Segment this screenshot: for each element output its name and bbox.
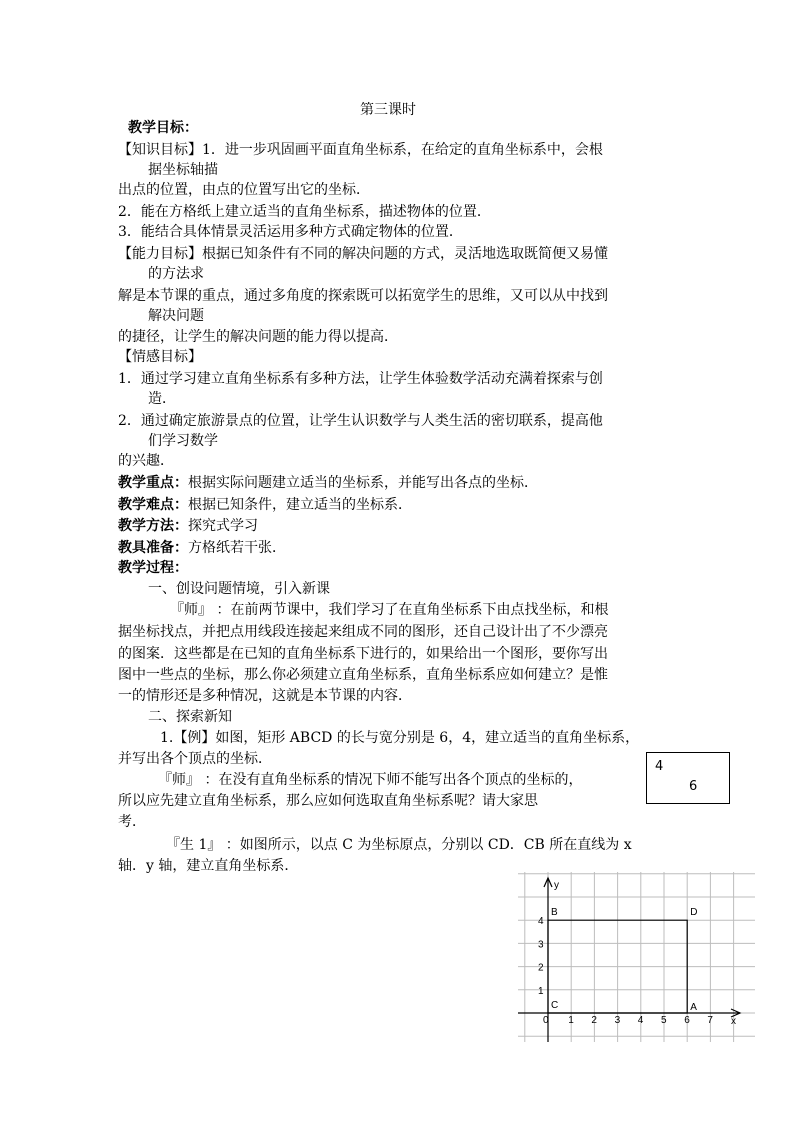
text-line: 据坐标轴描 xyxy=(148,162,218,178)
x-tick-label: 6 xyxy=(684,1015,690,1026)
text-line: 『师』 ：在前两节课中，我们学习了在直角坐标系下由点找坐标，和根 xyxy=(170,602,609,618)
text-line: 的图案．这些都是在已知的直角坐标系下进行的，如果给出一个图形，要你写出 xyxy=(118,646,608,662)
text-line: 解是本节课的重点，通过多角度的探索既可以拓宽学生的思维，又可以从中找到 xyxy=(118,288,608,304)
key-point-label: 教学重点： xyxy=(118,475,188,491)
text-line: 考． xyxy=(118,814,146,830)
text-line: 『生 1』 ：如图所示，以点 C 为坐标原点，分别以 CD．CB 所在直线为 x xyxy=(166,837,632,853)
text-line: 2．通过确定旅游景点的位置，让学生认识数学与人类生活的密切联系，提高他 xyxy=(118,413,603,429)
text-line: 一的情形还是多种情况，这就是本节课的内容． xyxy=(118,688,412,704)
method-label: 教学方法： xyxy=(118,518,188,534)
x-tick-label: 5 xyxy=(661,1015,667,1026)
x-axis-label: x xyxy=(731,1016,736,1027)
point-label-c: C xyxy=(551,1000,559,1011)
method-text: 探究式学习 xyxy=(188,518,258,534)
grid-lines xyxy=(518,872,755,1042)
y-tick-label: 4 xyxy=(538,916,544,928)
text-line: 的兴趣． xyxy=(118,453,174,469)
x-tick-label: 4 xyxy=(637,1015,644,1026)
materials-text: 方格纸若干张． xyxy=(188,540,286,556)
y-tick-label: 3 xyxy=(538,939,544,951)
text-line: 所以应先建立直角坐标系，那么应如何选取直角坐标系呢？请大家思 xyxy=(118,793,538,809)
x-tick-label: 1 xyxy=(568,1015,574,1026)
page-title: 第三课时 xyxy=(360,102,416,118)
y-axis-label: y xyxy=(554,880,559,891)
text-line: 据坐标找点，并把点用线段连接起来组成不同的图形，还自己设计出了不少漂亮 xyxy=(118,624,608,640)
point-label-a: A xyxy=(690,1002,697,1013)
point-label-b: B xyxy=(551,907,558,919)
rectangle-length-label: 6 xyxy=(689,779,698,794)
y-tick-label: 2 xyxy=(538,962,544,974)
text-line: 2．能在方格纸上建立适当的直角坐标系，描述物体的位置． xyxy=(118,204,491,220)
text-line: 的捷径，让学生的解决问题的能力得以提高． xyxy=(118,329,398,345)
difficulty-label: 教学难点： xyxy=(118,497,188,513)
point-label-d: D xyxy=(690,907,698,919)
x-tick-label: 7 xyxy=(707,1015,713,1026)
text-line: 们学习数学 xyxy=(148,433,218,449)
text-line: 出点的位置，由点的位置写出它的坐标． xyxy=(118,182,370,198)
text-line: 1．通过学习建立直角坐标系有多种方法，让学生体验数学活动充满着探索与创 xyxy=(118,371,603,387)
process-heading: 教学过程： xyxy=(118,560,188,576)
key-point-text: 根据实际问题建立适当的坐标系，并能写出各点的坐标． xyxy=(188,475,538,491)
section-heading: 二、探索新知 xyxy=(148,709,232,725)
grid-labels xyxy=(538,880,736,1027)
text-line: 『师』 ：在没有直角坐标系的情况下师不能写出各个顶点的坐标的， xyxy=(158,772,583,788)
section-heading: 一、创设问题情境，引入新课 xyxy=(148,581,330,597)
materials-label: 教具准备： xyxy=(118,540,188,556)
difficulty-text: 根据已知条件，建立适当的坐标系． xyxy=(188,497,412,513)
knowledge-goal-line: 【知识目标】1．进一步巩固画平面直角坐标系，在给定的直角坐标系中，会根 xyxy=(118,142,603,158)
text-line: 解决问题 xyxy=(148,308,204,324)
x-tick-label: 0 xyxy=(543,1015,549,1026)
ability-goal-line: 【能力目标】根据已知条件有不同的解决问题的方式，灵活地选取既简便又易懂 xyxy=(118,246,608,262)
x-tick-label: 2 xyxy=(591,1015,597,1026)
emotion-goal-heading: 【情感目标】 xyxy=(118,349,202,365)
teaching-goals-heading: 教学目标： xyxy=(128,120,198,136)
x-tick-label: 3 xyxy=(614,1015,621,1026)
text-line: 3．能结合具体情景灵活运用多种方式确定物体的位置． xyxy=(118,224,463,240)
text-line: 造． xyxy=(148,391,176,407)
example-line: 1.【例】如图，矩形 ABCD 的长与宽分别是 6，4，建立适当的直角坐标系， xyxy=(160,730,640,746)
text-line: 图中一些点的坐标，那么你必须建立直角坐标系，直角坐标系应如何建立？是惟 xyxy=(118,667,608,683)
text-line: 轴．y 轴，建立直角坐标系． xyxy=(118,858,299,874)
text-line: 并写出各个顶点的坐标． xyxy=(118,751,272,767)
rectangle-width-label: 4 xyxy=(655,759,664,774)
y-tick-label: 1 xyxy=(538,985,544,997)
text-line: 的方法求 xyxy=(148,266,204,282)
